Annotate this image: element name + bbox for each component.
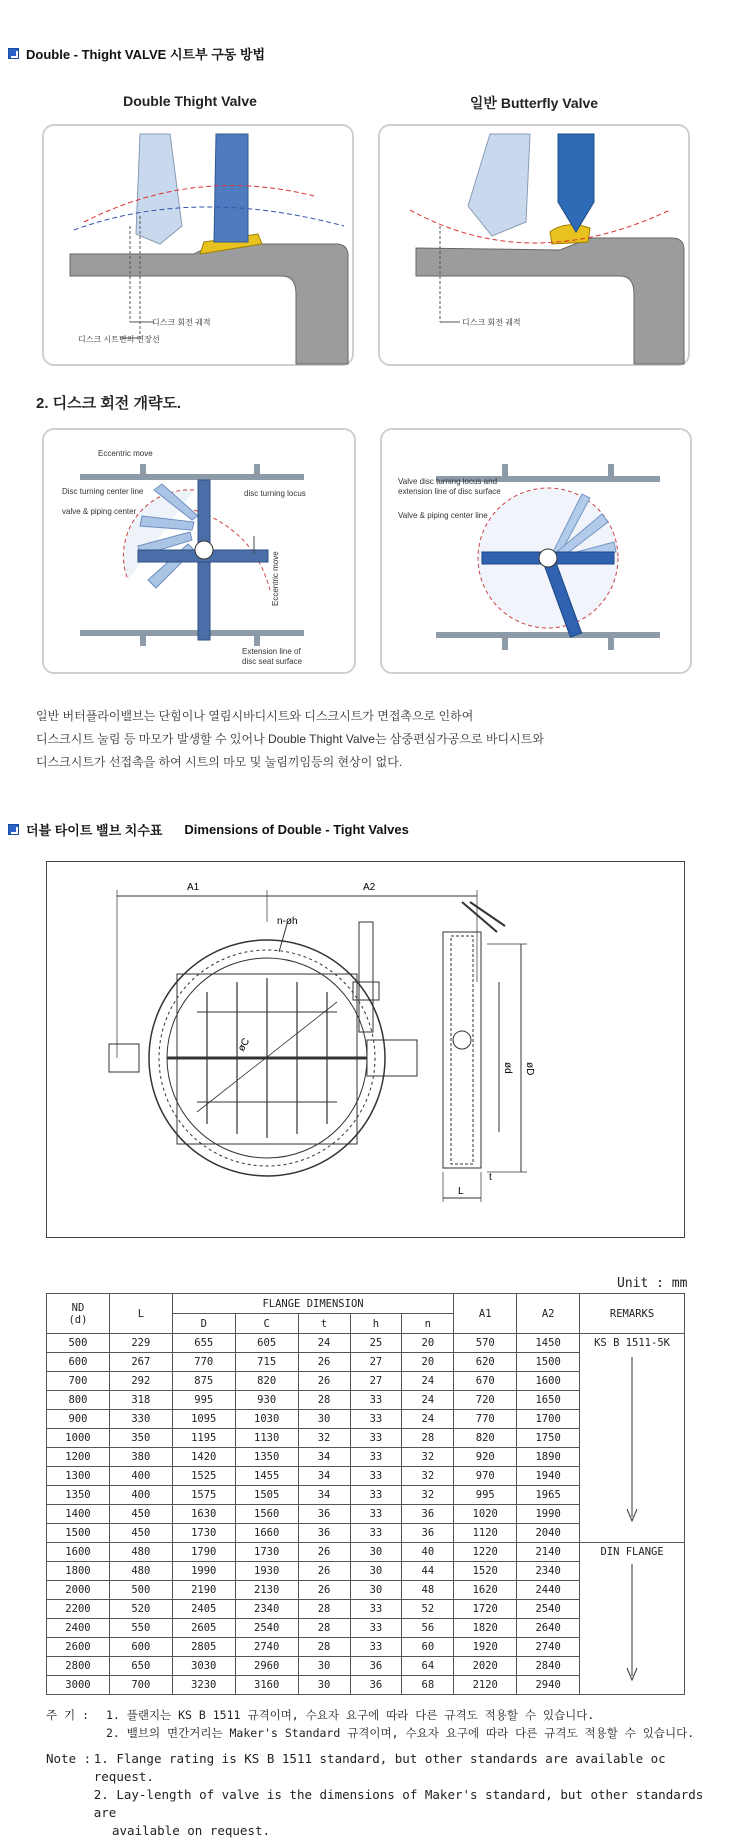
dim-n-holes: n-øh (277, 916, 298, 927)
section-heading-dimensions (8, 820, 409, 839)
table-cell: 1990 (517, 1505, 580, 1524)
table-cell: 25 (350, 1334, 402, 1353)
table-cell: 2040 (517, 1524, 580, 1543)
dim-a2: A2 (363, 882, 376, 893)
table-cell: 1965 (517, 1486, 580, 1505)
table-cell: 24 (298, 1334, 350, 1353)
table-cell: 34 (298, 1448, 350, 1467)
notes-korean (46, 1706, 694, 1742)
table-cell: 1400 (47, 1505, 110, 1524)
table-cell: 30 (298, 1676, 350, 1695)
table-cell: 380 (109, 1448, 172, 1467)
label-locus-line2: extension line of disc surface (398, 487, 501, 496)
dimension-table (46, 1293, 685, 1695)
table-row (47, 1334, 685, 1353)
description-line: 일반 버터플라이밸브는 단힘이나 열림시바디시트와 디스크시트가 면접촉으로 인하여 (36, 709, 474, 723)
table-cell: 34 (298, 1467, 350, 1486)
table-cell: 27 (350, 1353, 402, 1372)
section-title-kr: 더블 타이트 밸브 치수표 (26, 823, 163, 838)
table-cell: 800 (47, 1391, 110, 1410)
table-cell: 1990 (172, 1562, 235, 1581)
table-cell: 28 (298, 1600, 350, 1619)
label-piping-center: Valve & piping center line (398, 511, 488, 520)
table-cell: 1525 (172, 1467, 235, 1486)
table-cell: 2140 (517, 1543, 580, 1562)
header-C: C (235, 1314, 298, 1334)
table-cell: 60 (402, 1638, 454, 1657)
table-cell: 28 (298, 1619, 350, 1638)
table-cell: 2340 (517, 1562, 580, 1581)
label-disc-locus: 디스크 회전 궤적 (152, 318, 211, 327)
table-cell: 32 (298, 1429, 350, 1448)
table-cell: 875 (172, 1372, 235, 1391)
table-cell: 1130 (235, 1429, 298, 1448)
bullet-arrow-icon (8, 48, 19, 59)
notes-kr-label: 주 기 : (46, 1708, 89, 1722)
dim-d-small: ød (502, 1062, 513, 1074)
table-cell: 2440 (517, 1581, 580, 1600)
header-l: L (109, 1294, 172, 1334)
label-valve-piping-center: valve & piping center (62, 507, 137, 516)
table-cell: 28 (298, 1391, 350, 1410)
table-cell: 620 (454, 1353, 517, 1372)
table-cell: 30 (350, 1562, 402, 1581)
arrow-down-icon (622, 1558, 642, 1683)
table-cell: 1630 (172, 1505, 235, 1524)
label-disc-turning-locus: disc turning locus (244, 489, 306, 498)
table-cell: 28 (298, 1638, 350, 1657)
table-cell: 350 (109, 1429, 172, 1448)
table-cell: 1300 (47, 1467, 110, 1486)
table-cell: 52 (402, 1600, 454, 1619)
table-cell: 26 (298, 1581, 350, 1600)
table-cell: 267 (109, 1353, 172, 1372)
table-cell: 1620 (454, 1581, 517, 1600)
table-cell: 1030 (235, 1410, 298, 1429)
table-cell: 700 (47, 1372, 110, 1391)
table-cell: 700 (109, 1676, 172, 1695)
table-cell: 1500 (47, 1524, 110, 1543)
table-cell: 24 (402, 1410, 454, 1429)
table-cell: 400 (109, 1486, 172, 1505)
table-cell: 930 (235, 1391, 298, 1410)
table-cell: 1200 (47, 1448, 110, 1467)
table-cell: 3030 (172, 1657, 235, 1676)
table-cell: 1350 (235, 1448, 298, 1467)
valve-drawing-svg (47, 862, 684, 1237)
header-t: t (298, 1314, 350, 1334)
table-cell: 2600 (47, 1638, 110, 1657)
table-cell: 32 (402, 1486, 454, 1505)
table-cell: 292 (109, 1372, 172, 1391)
table-cell: 36 (350, 1676, 402, 1695)
table-cell: 36 (402, 1524, 454, 1543)
table-cell: 2960 (235, 1657, 298, 1676)
table-cell: 1930 (235, 1562, 298, 1581)
table-cell: 770 (172, 1353, 235, 1372)
table-cell: 1800 (47, 1562, 110, 1581)
table-cell: 450 (109, 1524, 172, 1543)
header-D: D (172, 1314, 235, 1334)
table-cell: 1790 (172, 1543, 235, 1562)
notes-en-line2: 2. Lay-length of valve is the dimensions of Maker's standard, but other standards are (93, 1787, 704, 1820)
table-cell: 318 (109, 1391, 172, 1410)
table-cell: 330 (109, 1410, 172, 1429)
table-cell: 480 (109, 1543, 172, 1562)
table-cell: 1940 (517, 1467, 580, 1486)
label-eccentric-move: Eccentric move (98, 449, 153, 458)
table-cell: 1650 (517, 1391, 580, 1410)
table-cell: 520 (109, 1600, 172, 1619)
table-cell: 970 (454, 1467, 517, 1486)
table-cell: 2020 (454, 1657, 517, 1676)
table-cell: 500 (109, 1581, 172, 1600)
header-h: h (350, 1314, 402, 1334)
label-seat-extension: 디스크 시트면의 연장선 (78, 335, 160, 344)
table-cell: 900 (47, 1410, 110, 1429)
table-cell: 26 (298, 1562, 350, 1581)
table-cell: 655 (172, 1334, 235, 1353)
table-cell: 1500 (517, 1353, 580, 1372)
table-cell: 715 (235, 1353, 298, 1372)
table-cell: 2605 (172, 1619, 235, 1638)
table-cell: 26 (298, 1372, 350, 1391)
table-cell: 1120 (454, 1524, 517, 1543)
section-title-en: Dimensions of Double - Tight Valves (184, 822, 409, 837)
table-cell: 2805 (172, 1638, 235, 1657)
notes-en-label: Note : (46, 1751, 92, 1766)
dim-d: øD (524, 1062, 535, 1076)
table-cell: 1720 (454, 1600, 517, 1619)
table-cell: 229 (109, 1334, 172, 1353)
diagram-double-tight-seat (42, 124, 354, 366)
section-title: Double - Thight VALVE 시트부 구동 방법 (26, 47, 266, 62)
table-cell: 1600 (517, 1372, 580, 1391)
table-cell: 27 (350, 1372, 402, 1391)
table-cell: 33 (350, 1619, 402, 1638)
table-cell: 36 (350, 1657, 402, 1676)
table-cell: 68 (402, 1676, 454, 1695)
header-n: n (402, 1314, 454, 1334)
table-cell: 2740 (235, 1638, 298, 1657)
table-cell: 30 (350, 1581, 402, 1600)
table-cell: 1730 (235, 1543, 298, 1562)
table-cell: 1820 (454, 1619, 517, 1638)
header-nd (47, 1294, 110, 1334)
remark-ks (580, 1334, 685, 1543)
dim-c: øC (236, 1036, 253, 1054)
label-extension-line: Extension line of (242, 647, 301, 656)
dim-a1: A1 (187, 882, 200, 893)
label-eccentric-move-vertical: Eccentric move (271, 551, 280, 606)
table-cell: 33 (350, 1429, 402, 1448)
table-cell: 26 (298, 1353, 350, 1372)
table-cell: 33 (350, 1600, 402, 1619)
diagram-disc-rotation-double (42, 428, 356, 674)
table-cell: 2800 (47, 1657, 110, 1676)
table-cell: 2405 (172, 1600, 235, 1619)
table-cell: 33 (350, 1505, 402, 1524)
table-cell: 2340 (235, 1600, 298, 1619)
header-a2: A2 (517, 1294, 580, 1334)
notes-en-line1: 1. Flange rating is KS B 1511 standard, but other standards are available oc request. (93, 1751, 666, 1784)
table-cell: 2400 (47, 1619, 110, 1638)
table-cell: 33 (350, 1467, 402, 1486)
table-cell: 34 (298, 1486, 350, 1505)
panel-title-double-tight: Double Thight Valve (123, 93, 257, 109)
dim-l: L (458, 1186, 464, 1197)
panel-title-butterfly: 일반 Butterfly Valve (469, 95, 599, 111)
notes-english (46, 1750, 730, 1840)
header-d-label: (d) (68, 1313, 88, 1326)
table-cell: 3230 (172, 1676, 235, 1695)
table-cell: 650 (109, 1657, 172, 1676)
table-cell: 32 (402, 1448, 454, 1467)
remark-din (580, 1543, 685, 1695)
table-cell: 33 (350, 1410, 402, 1429)
notes-kr-line2: 2. 밸브의 면간거리는 Maker's Standard 규격이며, 수요자 요구에 따라 다른 규격도 적용할 수 있습니다. (106, 1726, 695, 1740)
table-cell: 1350 (47, 1486, 110, 1505)
table-cell: 600 (47, 1353, 110, 1372)
remark-ks-label: KS B 1511-5K (594, 1337, 670, 1349)
table-cell: 1560 (235, 1505, 298, 1524)
table-cell: 3000 (47, 1676, 110, 1695)
label-butterfly-locus: 디스크 회전 궤적 (462, 318, 521, 327)
notes-en-line3: available on request. (112, 1823, 271, 1838)
unit-label: Unit : mm (617, 1276, 688, 1291)
label-disc-turning-center: Disc turning center line (62, 487, 144, 496)
table-cell: 400 (109, 1467, 172, 1486)
table-cell: 33 (350, 1486, 402, 1505)
table-cell: 30 (298, 1657, 350, 1676)
table-cell: 2740 (517, 1638, 580, 1657)
table-cell: 26 (298, 1543, 350, 1562)
dim-t: t (489, 1172, 492, 1183)
table-row (47, 1543, 685, 1562)
valve-dimension-drawing (46, 861, 685, 1238)
table-cell: 820 (454, 1429, 517, 1448)
table-cell: 1750 (517, 1429, 580, 1448)
section-disc-rotation: 2. 디스크 회전 개략도. (36, 395, 182, 412)
butterfly-seat-svg (380, 126, 692, 368)
table-cell: 1455 (235, 1467, 298, 1486)
table-cell: 920 (454, 1448, 517, 1467)
rotation-double-svg (44, 430, 358, 676)
table-cell: 1730 (172, 1524, 235, 1543)
table-cell: 2000 (47, 1581, 110, 1600)
header-flange: FLANGE DIMENSION (172, 1294, 453, 1314)
table-cell: 550 (109, 1619, 172, 1638)
table-cell: 1575 (172, 1486, 235, 1505)
bullet-arrow-icon (8, 824, 19, 835)
description-paragraph (36, 705, 544, 774)
table-cell: 1920 (454, 1638, 517, 1657)
table-cell: 570 (454, 1334, 517, 1353)
header-a1: A1 (454, 1294, 517, 1334)
table-cell: 1890 (517, 1448, 580, 1467)
table-cell: 2130 (235, 1581, 298, 1600)
table-cell: 995 (454, 1486, 517, 1505)
header-nd-label: ND (71, 1301, 85, 1314)
table-cell: 20 (402, 1353, 454, 1372)
label-extension-line-2: disc seat surface (242, 657, 303, 666)
table-cell: 2540 (235, 1619, 298, 1638)
table-cell: 2840 (517, 1657, 580, 1676)
diagram-butterfly-seat (378, 124, 690, 366)
table-cell: 820 (235, 1372, 298, 1391)
table-cell: 770 (454, 1410, 517, 1429)
table-cell: 2190 (172, 1581, 235, 1600)
table-cell: 24 (402, 1372, 454, 1391)
table-cell: 1505 (235, 1486, 298, 1505)
label-locus-line1: Valve disc turning locus and (398, 477, 498, 486)
section-heading-seat-method (8, 44, 265, 63)
table-cell: 33 (350, 1391, 402, 1410)
table-cell: 30 (350, 1543, 402, 1562)
table-cell: 2540 (517, 1600, 580, 1619)
table-cell: 36 (402, 1505, 454, 1524)
arrow-down-icon (622, 1349, 642, 1529)
table-cell: 720 (454, 1391, 517, 1410)
table-cell: 1220 (454, 1543, 517, 1562)
header-remarks: REMARKS (580, 1294, 685, 1334)
table-cell: 1450 (517, 1334, 580, 1353)
description-line: 디스크시트가 선접촉을 하여 시트의 마모 및 눌림끼임등의 현상이 없다. (36, 755, 403, 769)
table-cell: 24 (402, 1391, 454, 1410)
table-cell: 32 (402, 1467, 454, 1486)
table-cell: 20 (402, 1334, 454, 1353)
table-cell: 480 (109, 1562, 172, 1581)
notes-kr-line1: 1. 플랜지는 KS B 1511 규격이며, 수요자 요구에 따라 다른 규격도 적용할 수 있습니다. (106, 1708, 595, 1722)
table-cell: 36 (298, 1505, 350, 1524)
table-body (47, 1334, 685, 1695)
table-cell: 1700 (517, 1410, 580, 1429)
rotation-general-svg (382, 430, 694, 676)
table-cell: 1000 (47, 1429, 110, 1448)
table-cell: 450 (109, 1505, 172, 1524)
table-cell: 2120 (454, 1676, 517, 1695)
table-cell: 40 (402, 1543, 454, 1562)
table-cell: 33 (350, 1524, 402, 1543)
table-cell: 33 (350, 1448, 402, 1467)
table-cell: 2200 (47, 1600, 110, 1619)
table-cell: 1020 (454, 1505, 517, 1524)
table-cell: 56 (402, 1619, 454, 1638)
table-cell: 3160 (235, 1676, 298, 1695)
table-cell: 2940 (517, 1676, 580, 1695)
remark-din-label: DIN FLANGE (600, 1546, 664, 1558)
table-cell: 48 (402, 1581, 454, 1600)
table-cell: 995 (172, 1391, 235, 1410)
description-line: 디스크시트 눌림 등 마모가 발생할 수 있어나 Double Thight Valve는 삼중편심가공으로 바디시트와 (36, 732, 544, 746)
table-cell: 28 (402, 1429, 454, 1448)
table-cell: 670 (454, 1372, 517, 1391)
table-cell: 500 (47, 1334, 110, 1353)
table-cell: 30 (298, 1410, 350, 1429)
table-cell: 1095 (172, 1410, 235, 1429)
table-cell: 605 (235, 1334, 298, 1353)
table-cell: 1420 (172, 1448, 235, 1467)
table-cell: 600 (109, 1638, 172, 1657)
table-cell: 1520 (454, 1562, 517, 1581)
table-cell: 1195 (172, 1429, 235, 1448)
table-cell: 36 (298, 1524, 350, 1543)
table-cell: 1600 (47, 1543, 110, 1562)
table-cell: 2640 (517, 1619, 580, 1638)
table-cell: 44 (402, 1562, 454, 1581)
table-cell: 64 (402, 1657, 454, 1676)
table-cell: 33 (350, 1638, 402, 1657)
seat-diagram-svg (44, 126, 356, 368)
table-cell: 1660 (235, 1524, 298, 1543)
diagram-disc-rotation-general (380, 428, 692, 674)
